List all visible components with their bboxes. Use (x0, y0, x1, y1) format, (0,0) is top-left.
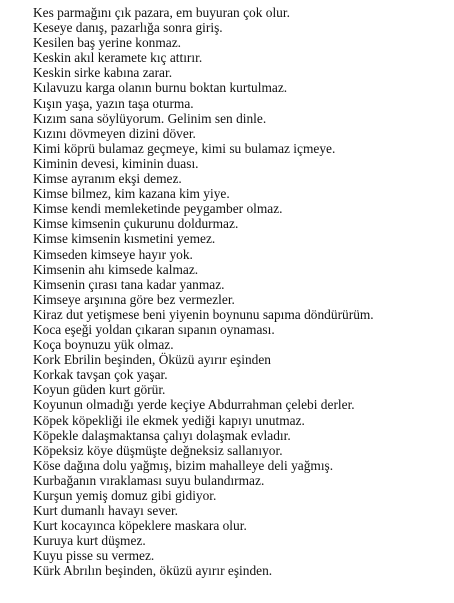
proverb-line: Keseye danış, pazarlığa sonra giriş. (33, 20, 223, 36)
proverb-line: Kesilen baş yerine konmaz. (33, 35, 181, 51)
proverb-line: Köse dağına dolu yağmış, bizim mahalleye deli yağmış. (33, 457, 334, 473)
proverb-line: Köpek köpekliği ile ekmek yediği kapıyı unutmaz. (33, 412, 305, 428)
proverb-line: Kimse kimsenin çukurunu doldurmaz. (33, 216, 239, 232)
proverb-line: Kimi köprü bulamaz geçmeye, kimi su bulamaz içmeye. (33, 140, 336, 156)
proverb-line: Kimse bilmez, kim kazana kim yiye. (33, 186, 230, 202)
proverb-line: Kurbağanın vıraklaması suyu bulandırmaz. (33, 472, 265, 488)
proverb-line: Kürk Abrılın beşinden, öküzü ayırır eşinden. (33, 563, 273, 579)
proverb-line: Kork Ebrilin beşinden, Öküzü ayırır eşinden (33, 352, 271, 368)
proverb-line: Korkak tavşan çok yaşar. (33, 367, 168, 383)
proverb-line: Kiminin devesi, kiminin duası. (33, 155, 199, 171)
proverb-line: Kimsenin ahı kimsede kalmaz. (33, 261, 199, 277)
proverb-line: Koyunun olmadığı yerde keçiye Abdurrahman çelebi derler. (33, 397, 355, 413)
proverb-line: Kimse ayranım ekşi demez. (33, 171, 182, 187)
proverb-line: Kes parmağını çık pazara, em buyuran çok olur. (33, 5, 290, 20)
proverb-line: Köpeksiz köye düşmüşte değneksiz sallanıyor. (33, 442, 283, 458)
proverb-list (33, 5, 448, 579)
proverb-line: Kuyu pisse su vermez. (33, 548, 155, 564)
proverb-line: Kızını dövmeyen dizini döver. (33, 125, 196, 141)
proverb-line: Köpekle dalaşmaktansa çalıyı dolaşmak evladır. (33, 427, 291, 443)
proverb-line: Kimseden kimseye hayır yok. (33, 246, 193, 262)
proverb-line: Koca eşeği yoldan çıkaran sıpanın oynaması. (33, 321, 275, 337)
proverb-line: Kılavuzu karga olanın burnu boktan kurtulmaz. (33, 80, 288, 96)
proverb-line: Kurt dumanlı havayı sever. (33, 503, 179, 519)
proverb-line: Koyun güden kurt görür. (33, 382, 166, 398)
proverb-line: Kiraz dut yetişmese beni yiyenin boynunu sapıma döndürürüm. (33, 306, 374, 322)
proverb-line: Kışın yaşa, yazın taşa oturma. (33, 95, 194, 111)
proverb-line: Kurşun yemiş domuz gibi gidiyor. (33, 488, 217, 503)
proverb-line: Kurt kocayınca köpeklere maskara olur. (33, 518, 247, 534)
proverb-line: Kimsenin çırası tana kadar yanmaz. (33, 276, 225, 292)
proverb-line: Kuruya kurt düşmez. (33, 533, 146, 549)
proverb-line: Keskin sirke kabına zarar. (33, 65, 173, 81)
proverb-line: Kimse kendi memleketinde peygamber olmaz. (33, 201, 283, 217)
proverb-line: Keskin akıl keramete kıç attırır. (33, 50, 203, 66)
proverb-line: Kimse kimsenin kısmetini yemez. (33, 231, 216, 247)
proverb-line: Koça boynuzu yük olmaz. (33, 337, 174, 353)
proverb-line: Kızım sana söylüyorum. Gelinim sen dinle. (33, 110, 267, 126)
proverb-line: Kimseye arşınına göre bez vermezler. (33, 291, 235, 307)
